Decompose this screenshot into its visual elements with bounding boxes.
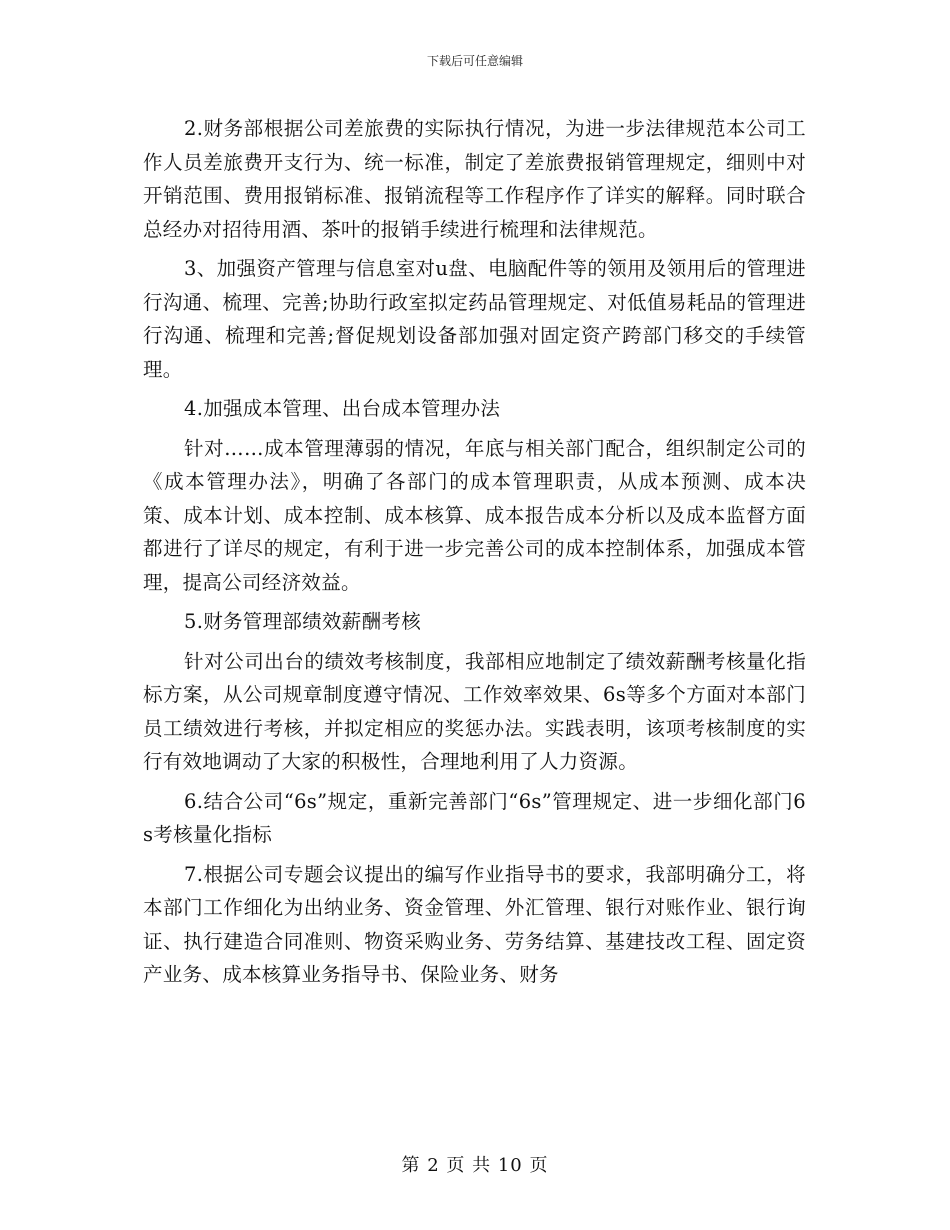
paragraph-item-3: 3、加强资产管理与信息室对u盘、电脑配件等的领用及领用后的管理进行沟通、梳理、完善;协助行政室拟定药品管理规定、对低值易耗品的管理进行沟通、梳理和完善;督促规划设备部加强对固定资产跨部门移交的手续管理。 (143, 257, 806, 381)
paragraph-item-6: 6.结合公司“6s”规定，重新完善部门“6s”管理规定、进一步细化部门6s考核量化指标 (143, 789, 806, 846)
paragraph-item-7: 7.根据公司专题会议提出的编写作业指导书的要求，我部明确分工，将本部门工作细化为出纳业务、资金管理、外汇管理、银行对账作业、银行询证、执行建造合同准则、物资采购业务、劳务结算、基建技改工程、固定资产业务、成本核算业务指导书、保险业务、财务 (143, 862, 806, 986)
paragraph-performance-review: 针对公司出台的绩效考核制度，我部相应地制定了绩效薪酬考核量化指标方案，从公司规章制度遵守情况、工作效率效果、6s等多个方面对本部门员工绩效进行考核，并拟定相应的奖惩办法。实践表明，该项考核制度的实行有效地调动了大家的积极性，合理地利用了人力资源。 (143, 649, 806, 773)
paragraph-heading-5: 5.财务管理部绩效薪酬考核 (184, 610, 422, 633)
page-number-footer: 第 2 页 共 10 页 (401, 1155, 549, 1176)
paragraph-cost-management: 针对……成本管理薄弱的情况，年底与相关部门配合，组织制定公司的《成本管理办法》，明确了各部门的成本管理职责，从成本预测、成本决策、成本计划、成本控制、成本核算、成本报告成本分析以及成本监督方面都进行了详尽的规定，有利于进一步完善公司的成本控制体系，加强成本管理，提高公司经济效益。 (143, 436, 806, 594)
page-header: 下载后可任意编辑 (426, 54, 523, 68)
paragraph-item-2: 2.财务部根据公司差旅费的实际执行情况，为进一步法律规范本公司工作人员差旅费开支行为、统一标准，制定了差旅费报销管理规定，细则中对开销范围、费用报销标准、报销流程等工作程序作了详实的解释。同时联合总经办对招待用酒、茶叶的报销手续进行梳理和法律规范。 (143, 117, 806, 241)
paragraph-heading-4: 4.加强成本管理、出台成本管理办法 (184, 397, 501, 420)
document-body (143, 112, 806, 998)
